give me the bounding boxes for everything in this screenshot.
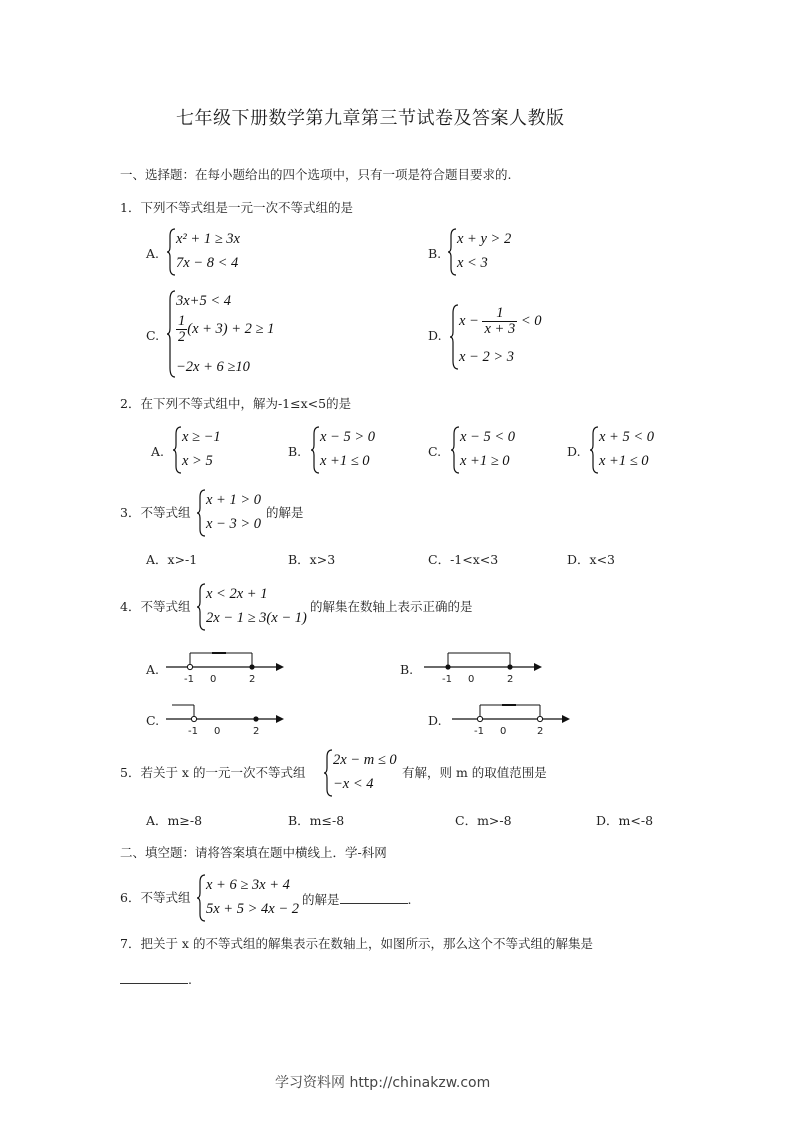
q6-end: .	[407, 892, 412, 907]
q1-option-b-label: B.	[428, 246, 442, 261]
tick-label-neg1: -1	[188, 726, 198, 737]
q2-d-row-1: x + 5 < 0	[599, 429, 655, 445]
q7-answer-blank[interactable]	[120, 970, 188, 984]
q3-row-1: x + 1 > 0	[206, 492, 262, 508]
q1-option-a-system	[166, 228, 286, 276]
left-brace-icon	[310, 426, 320, 474]
tick-label-2: 2	[537, 726, 544, 737]
q1-option-c-system	[166, 290, 306, 378]
q6-stem-post-text: 的解是	[302, 892, 340, 907]
q1-option-d-label: D.	[428, 328, 442, 343]
q1-option-d-system	[449, 304, 569, 370]
q2-a-row-1: x ≥ −1	[182, 429, 221, 445]
q4-row-2: 2x − 1 ≥ 3(x − 1)	[206, 610, 307, 626]
tick-label-0: 0	[468, 674, 475, 685]
q2-option-d-system	[589, 426, 689, 474]
q1-b-row-1: x + y > 2	[457, 231, 512, 247]
q5-row-2: −x < 4	[333, 776, 374, 792]
q6-row-2: 5x + 5 > 4x − 2	[206, 901, 299, 917]
q1-d-row-1-lhs: x −	[459, 312, 483, 329]
q1-c-fraction: $\frac{1}{2}$	[178, 313, 186, 345]
q5-stem-post: 有解，则 m 的取值范围是	[402, 765, 547, 780]
q4-option-c-label: C.	[146, 713, 160, 728]
q3-option-c: C．-1<x<3	[428, 552, 499, 567]
q2-option-b-system	[310, 426, 410, 474]
q2-option-d-label: D.	[567, 444, 581, 459]
footer-source: 学习资料网 http://chinakzw.com	[275, 1075, 491, 1091]
q4-option-a-number-line	[164, 646, 294, 686]
q1-d-fraction: $\frac{1}{x + 3}$	[484, 305, 516, 337]
q2-option-a-system	[172, 426, 272, 474]
q6-system	[196, 874, 316, 922]
q4-stem-pre: 4．不等式组	[120, 599, 191, 614]
q5-row-1: 2x − m ≤ 0	[333, 752, 397, 768]
q1-d-row-2: x − 2 > 3	[459, 349, 515, 365]
q1-c-row-3: −2x + 6 ≥10	[176, 359, 250, 375]
q4-system	[196, 583, 316, 631]
tick-label-0: 0	[214, 726, 221, 737]
q2-d-row-2: x +1 ≤ 0	[599, 453, 649, 469]
left-brace-icon	[166, 290, 176, 378]
q6-row-1: x + 6 ≥ 3x + 4	[206, 877, 290, 893]
q2-b-row-1: x − 5 > 0	[320, 429, 376, 445]
left-brace-icon	[166, 228, 176, 276]
q4-option-b-number-line	[422, 646, 552, 686]
q1-b-row-2: x < 3	[457, 255, 488, 271]
q2-b-row-2: x +1 ≤ 0	[320, 453, 370, 469]
q6-stem-pre: 6．不等式组	[120, 890, 191, 905]
section-2-heading: 二、填空题：请将答案填在题中横线上．学-科网	[120, 845, 387, 860]
left-brace-icon	[196, 874, 206, 922]
page-title: 七年级下册数学第九章第三节试卷及答案人教版	[176, 108, 565, 129]
left-brace-icon	[196, 583, 206, 631]
tick-label-neg1: -1	[442, 674, 452, 685]
q5-stem-pre: 5．若关于 x 的一元一次不等式组	[120, 765, 306, 780]
q5-option-a: A．m≥-8	[146, 813, 203, 828]
q4-row-1: x < 2x + 1	[206, 586, 268, 602]
q2-a-row-2: x > 5	[182, 453, 213, 469]
q7-end: .	[188, 972, 192, 987]
q2-c-row-2: x +1 ≥ 0	[460, 453, 510, 469]
q4-option-d-number-line	[450, 698, 580, 738]
left-brace-icon	[323, 749, 333, 797]
tick-label-neg1: -1	[184, 674, 194, 685]
q1-a-row-2: 7x − 8 < 4	[176, 255, 239, 271]
q5-option-c: C．m>-8	[455, 813, 512, 828]
q4-option-a-label: A.	[146, 662, 160, 677]
q1-a-row-1: x² + 1 ≥ 3x	[176, 231, 240, 247]
q1-option-a-label: A.	[146, 246, 160, 261]
tick-label-2: 2	[249, 674, 256, 685]
q2-c-row-1: x − 5 < 0	[460, 429, 516, 445]
left-brace-icon	[589, 426, 599, 474]
left-brace-icon	[172, 426, 182, 474]
q3-system	[196, 489, 276, 537]
q3-stem-pre: 3．不等式组	[120, 505, 191, 520]
q4-stem-post: 的解集在数轴上表示正确的是	[310, 599, 473, 614]
tick-label-2: 2	[253, 726, 260, 737]
q4-option-c-number-line	[164, 698, 294, 738]
q2-option-c-label: C.	[428, 444, 442, 459]
left-brace-icon	[447, 228, 457, 276]
tick-label-neg1: -1	[474, 726, 484, 737]
left-brace-icon	[450, 426, 460, 474]
q1-stem: 1．下列不等式组是一元一次不等式组的是	[120, 200, 353, 215]
q1-option-b-system	[447, 228, 567, 276]
q1-c-row-1: 3x+5 < 4	[176, 293, 232, 309]
q4-option-d-label: D.	[428, 713, 442, 728]
section-1-heading: 一、选择题：在每小题给出的四个选项中，只有一项是符合题目要求的.	[120, 167, 512, 182]
q3-row-2: x − 3 > 0	[206, 516, 262, 532]
q2-option-a-label: A.	[151, 444, 165, 459]
q3-option-b: B．x>3	[288, 552, 336, 567]
q7-stem: 7．把关于 x 的不等式组的解集表示在数轴上，如图所示，那么这个不等式组的解集是	[120, 936, 593, 951]
q3-stem-post: 的解是	[266, 505, 304, 520]
q6-stem-post	[302, 890, 412, 908]
tick-label-0: 0	[500, 726, 507, 737]
tick-label-0: 0	[210, 674, 217, 685]
q5-option-b: B．m≤-8	[288, 813, 345, 828]
q2-option-c-system	[450, 426, 550, 474]
q3-option-d: D．x<3	[567, 552, 615, 567]
q2-option-b-label: B.	[288, 444, 302, 459]
q1-d-row-1-rhs: < 0	[517, 312, 542, 329]
q1-c-row-2: (x + 3) + 2 ≥ 1	[187, 320, 275, 337]
q3-option-a: A．x>-1	[146, 552, 198, 567]
tick-label-2: 2	[507, 674, 514, 685]
q5-system	[323, 749, 413, 797]
left-brace-icon	[449, 304, 459, 370]
left-brace-icon	[196, 489, 206, 537]
q5-option-d: D．m<-8	[596, 813, 654, 828]
q1-option-c-label: C.	[146, 328, 160, 343]
q7-answer-line	[120, 970, 192, 988]
q2-stem: 2．在下列不等式组中，解为-1≤x<5的是	[120, 396, 352, 411]
q6-answer-blank[interactable]	[340, 890, 408, 904]
q4-option-b-label: B.	[400, 662, 414, 677]
